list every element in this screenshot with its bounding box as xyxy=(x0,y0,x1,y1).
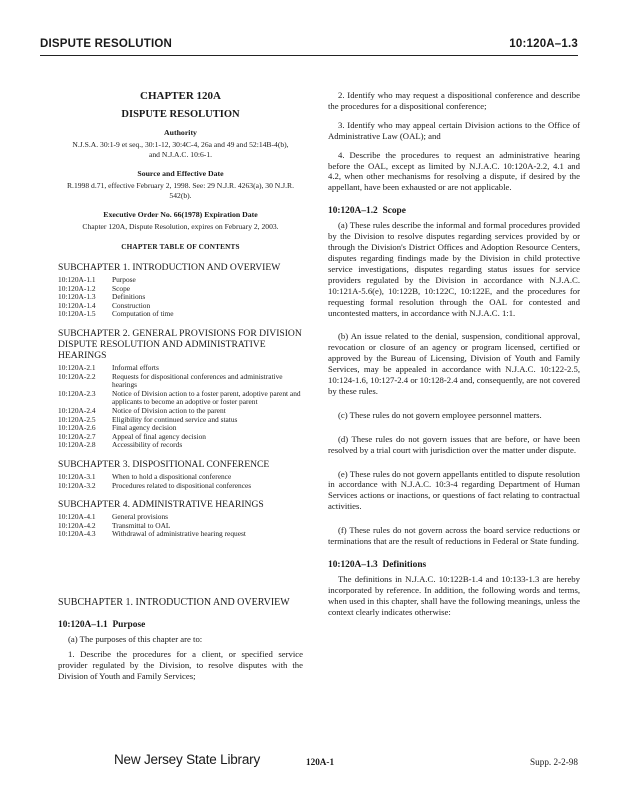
toc-entry-number: 10:120A-2.8 xyxy=(58,440,96,450)
toc-subchapter-1-heading: SUBCHAPTER 1. INTRODUCTION AND OVERVIEW xyxy=(58,262,281,273)
toc-entry-number: 10:120A-2.3 xyxy=(58,388,96,398)
toc-entry-title: Withdrawal of administrative hearing request xyxy=(112,529,246,539)
toc-entry-title: Eligibility for continued service and status xyxy=(112,414,238,424)
section-number: 10:120A–1.2 xyxy=(328,206,378,217)
toc-entry xyxy=(58,482,303,491)
authority-label: Authority xyxy=(164,128,197,137)
section-number: 10:120A–1.3 xyxy=(328,560,378,570)
toc-entry xyxy=(58,530,303,539)
toc-entry-number: 10:120A-2.5 xyxy=(58,414,96,424)
header-rule xyxy=(40,55,578,56)
toc-entry xyxy=(58,373,303,390)
toc-subchapter-3-heading: SUBCHAPTER 3. DISPOSITIONAL CONFERENCE xyxy=(58,458,270,470)
section-1-2-heading xyxy=(328,206,580,217)
toc-entry-title: Computation of time xyxy=(112,309,174,319)
executive-order-label: Executive Order No. 66(1978) Expiration Date xyxy=(103,210,258,219)
running-header-title: DISPUTE RESOLUTION xyxy=(40,38,173,50)
toc-entry-title: Transmittal to OAL xyxy=(112,520,171,530)
toc-entry-number: 10:120A-1.3 xyxy=(58,292,96,302)
toc-entry-number: 10:120A-2.1 xyxy=(58,362,96,372)
left-column xyxy=(58,90,303,690)
section-name: Scope xyxy=(382,206,406,217)
toc-entry-number: 10:120A-1.4 xyxy=(58,300,96,310)
toc-subchapter-2-list xyxy=(58,364,303,450)
toc-entry-number: 10:120A-4.1 xyxy=(58,512,96,522)
toc-entry-title: Notice of Division action to the parent xyxy=(112,405,226,415)
toc-entry-title: Informal efforts xyxy=(112,362,159,372)
running-header-section: 10:120A–1.3 xyxy=(509,38,578,50)
toc-entry-number: 10:120A-2.6 xyxy=(58,423,96,433)
section-1-2-para-b: (b) An issue related to the denial, suspension, conditional approval, revocation or closure of an agency or program licensed, certified or approved by the Bureau of Licensing, Division of Youth and Family Services, may be appealed in accordance with N.J.A.C. 10:122-2.5, 10:124-1.6, 10:127-2.4 or 10:128-2.4 and, consequently, are not covered by these rules. xyxy=(328,331,580,396)
toc-entry-number: 10:120A-3.2 xyxy=(58,480,96,490)
toc-entry-number: 10:120A-2.2 xyxy=(58,371,96,381)
section-1-2-para-e: (e) These rules do not govern appellants entitled to dispute resolution in accordance with N.J.A.C. 10:3-4 regarding Department of Human Services actions or inactions, or questions of fact relating to contractual activities. xyxy=(328,468,580,512)
right-column xyxy=(328,90,580,626)
toc-entry-title: Final agency decision xyxy=(112,423,177,433)
toc-entry-number: 10:120A-2.4 xyxy=(58,405,96,415)
section-1-2-para-a: (a) These rules describe the informal and formal procedures provided by the Division to resolve disputes regarding services provided by or through the Division's District Offices and Adoption Resource Centers, disputes regarding findings made by the Division in child protective service investigations, disputes regarding status issues for service providers regulated by the Division in accordance with N.J.A.C. 10:121A-5.6(e), 10:122B, 10:122C, 10:122E, and the procedures for requesting formal resolution through the OAL for contested and uncontested matters, in accordance with N.J.A.C. 1:1. xyxy=(328,220,580,318)
section-name: Definitions xyxy=(382,560,427,570)
chapter-title: CHAPTER 120A xyxy=(140,90,221,102)
toc-entry-title: Purpose xyxy=(112,275,136,284)
section-1-3-para: The definitions in N.J.A.C. 10:122B-1.4 and 10:133-1.3 are hereby incorporated by reference. In addition, the following words and terms, when used in this chapter, shall have the following meanings, unless the context clearly indicates otherwise: xyxy=(328,574,580,617)
toc-entry-number: 10:120A-1.1 xyxy=(58,275,96,284)
executive-order-text: Chapter 120A, Dispute Resolution, expires on February 2, 2003. xyxy=(82,222,279,231)
toc-entry-title: General provisions xyxy=(112,512,169,522)
toc-entry-title: Appeal of final agency decision xyxy=(112,431,206,441)
toc-subchapter-4-heading: SUBCHAPTER 4. ADMINISTRATIVE HEARINGS xyxy=(58,499,264,511)
section-1-1-heading xyxy=(58,620,303,631)
toc-entry-number: 10:120A-2.7 xyxy=(58,431,96,441)
section-1-1-item-2: 2. Identify who may request a dispositional conference and describe the procedures for a dispositional conference; xyxy=(328,90,580,111)
toc-title: CHAPTER TABLE OF CONTENTS xyxy=(121,243,240,251)
toc-entry-number: 10:120A-4.2 xyxy=(58,520,96,530)
section-1-2-para-c: (c) These rules do not govern employee personnel matters. xyxy=(338,409,542,420)
section-1-2-para-f: (f) These rules do not govern across the board service reductions or terminations that are the result of reductions in Federal or State funding. xyxy=(328,525,580,547)
toc-subchapter-1-list xyxy=(58,276,303,319)
section-name: Purpose xyxy=(112,619,146,630)
toc-entry-number: 10:120A-4.3 xyxy=(58,529,96,539)
library-stamp: New Jersey State Library xyxy=(114,752,261,767)
section-1-1-para-a: (a) The purposes of this chapter are to: xyxy=(68,633,203,644)
toc-subchapter-4-list xyxy=(58,513,303,539)
section-1-3-heading xyxy=(328,560,580,571)
section-1-2-para-d: (d) These rules do not govern issues that are before, or have been resolved by a trial court with jurisdiction over the matter under dispute. xyxy=(328,433,580,455)
subchapter-1-heading: SUBCHAPTER 1. INTRODUCTION AND OVERVIEW xyxy=(58,596,290,608)
supplement-date: Supp. 2-2-98 xyxy=(530,757,578,767)
toc-entry-title: Procedures related to dispositional conferences xyxy=(112,480,252,490)
toc-entry-number: 10:120A-3.1 xyxy=(58,471,96,481)
toc-entry-title: Requests for dispositional conferences and administrative hearings xyxy=(112,371,283,390)
authority-text: N.J.S.A. 30:1-9 et seq., 30:1-12, 30:4C-4, 26a and 49 and 52:14B-4(b), and N.J.A.C. 10:6-1. xyxy=(72,140,289,159)
section-1-1-item-3: 3. Identify who may appeal certain Division actions to the Office of Administrative Law (OAL); and xyxy=(328,119,580,141)
toc-entry-title: Construction xyxy=(112,300,151,310)
toc-entry xyxy=(58,310,303,319)
section-1-1-item-1: 1. Describe the procedures for a client, or specified service provider regulated by the Division, to resolve disputes with the Division of Youth and Family Services; xyxy=(58,648,303,681)
source-text: R.1998 d.71, effective February 2, 1998. See: 29 N.J.R. 4263(a), 30 N.J.R. 542(b). xyxy=(66,181,294,200)
toc-entry-title: Notice of Division action to a foster parent, adoptive parent and applicants to become an adoptive or foster parent xyxy=(112,388,301,407)
toc-entry-number: 10:120A-1.5 xyxy=(58,309,96,319)
section-number: 10:120A–1.1 xyxy=(58,619,108,630)
source-label: Source and Effective Date xyxy=(137,169,224,178)
toc-subchapter-2-heading: SUBCHAPTER 2. GENERAL PROVISIONS FOR DIVISION DISPUTE RESOLUTION AND ADMINISTRATIVE HEARINGS xyxy=(58,327,302,361)
chapter-subtitle: DISPUTE RESOLUTION xyxy=(121,109,240,120)
toc-subchapter-3-list xyxy=(58,473,303,490)
toc-entry-title: Accessibility of records xyxy=(112,440,183,450)
section-1-1-item-4: 4. Describe the procedures to request an administrative hearing before the OAL, except as limited by N.J.A.C. 10:120A-2.2, 4.1 and 4.2, when other mechanisms for resolving a dispute, if desired by the appellant, have been exhausted or are not applicable. xyxy=(328,149,580,193)
toc-entry xyxy=(58,441,303,450)
toc-entry-title: Scope xyxy=(112,283,131,293)
page-number: 120A-1 xyxy=(306,757,335,767)
toc-entry-title: When to hold a dispositional conference xyxy=(112,471,232,481)
toc-entry xyxy=(58,390,303,407)
toc-entry-title: Definitions xyxy=(112,292,146,302)
toc-entry-number: 10:120A-1.2 xyxy=(58,283,96,293)
